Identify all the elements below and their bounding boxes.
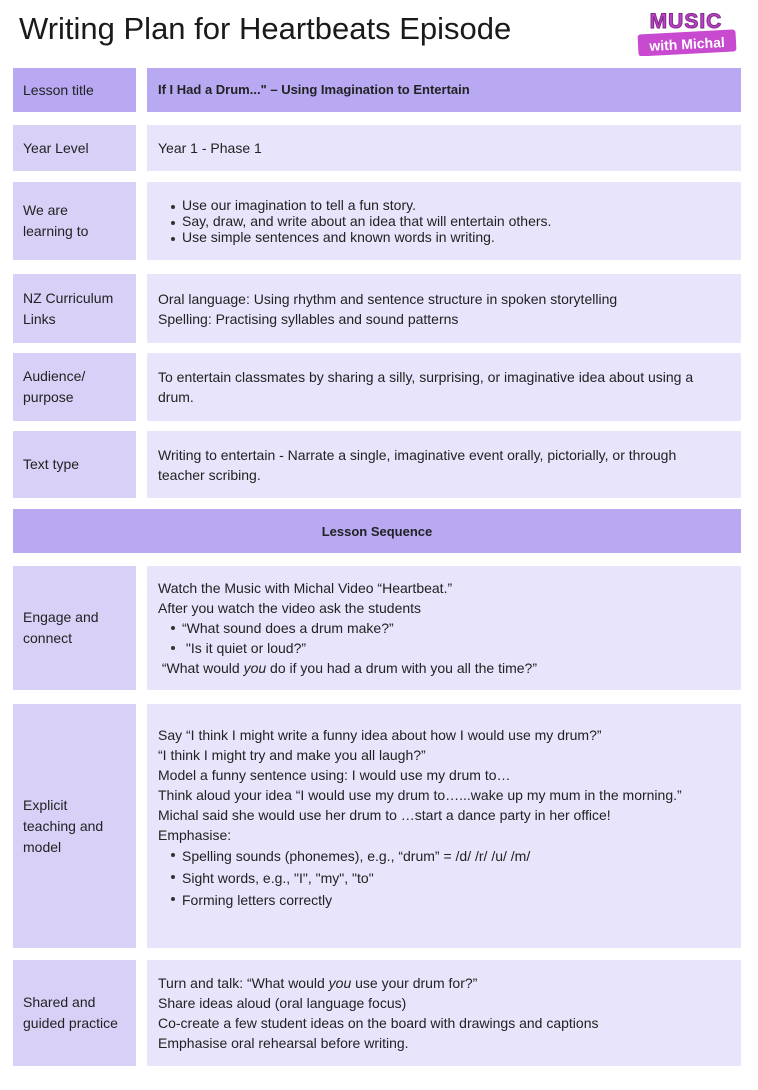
audience-label-line-1: Audience/ bbox=[23, 368, 86, 384]
engage-label-cell bbox=[13, 566, 136, 690]
year-level-row bbox=[13, 125, 741, 171]
curriculum-label-line-1: NZ Curriculum bbox=[23, 289, 114, 306]
engage-questions-list bbox=[158, 618, 725, 658]
explicit-line: Think aloud your idea “I would use my drum to…...wake up my mum in the morning.” bbox=[158, 787, 682, 803]
list-item: Say, draw, and write about an idea that will entertain others. bbox=[158, 213, 725, 229]
shared-line: Share ideas aloud (oral language focus) bbox=[158, 995, 407, 1011]
year-level-value-cell bbox=[147, 125, 741, 171]
lesson-title-label: Lesson title bbox=[13, 68, 136, 112]
list-item: Forming letters correctly bbox=[158, 889, 725, 911]
explicit-line: Emphasise: bbox=[158, 827, 232, 843]
learning-label-line-2: learning to bbox=[23, 223, 89, 239]
list-item: Use simple sentences and known words in writing. bbox=[158, 229, 725, 245]
year-level-value: Year 1 - Phase 1 bbox=[158, 140, 262, 156]
learning-value-cell bbox=[147, 182, 741, 260]
shared-line-emphasis: you bbox=[328, 975, 352, 991]
learning-label-line-1: We are bbox=[23, 202, 68, 218]
engage-label-line-2: connect bbox=[23, 630, 73, 646]
engage-value-cell bbox=[147, 566, 741, 690]
shared-line: Co-create a few student ideas on the board with drawings and captions bbox=[158, 1015, 599, 1031]
logo-with-michal-text: with Michal bbox=[648, 33, 726, 54]
curriculum-line: Oral language: Using rhythm and sentence structure in spoken storytelling bbox=[158, 290, 618, 307]
text-type-label: Text type bbox=[13, 431, 136, 498]
year-level-label: Year Level bbox=[13, 125, 136, 171]
list-item: Sight words, e.g., "I", "my", "to" bbox=[158, 867, 725, 889]
learning-label-cell bbox=[13, 182, 136, 260]
list-item: Spelling sounds (phonemes), e.g., “drum” = /d/ /r/ /u/ /m/ bbox=[158, 845, 725, 867]
lesson-sequence-header: Lesson Sequence bbox=[13, 509, 741, 553]
curriculum-line: Spelling: Practising syllables and sound patterns bbox=[158, 310, 459, 327]
curriculum-label-cell bbox=[13, 274, 136, 343]
engage-final-question-end: do if you had a drum with you all the time?” bbox=[266, 660, 537, 676]
engage-line: Watch the Music with Michal Video “Heartbeat.” bbox=[158, 580, 453, 596]
engage-label-line-1: Engage and bbox=[23, 609, 99, 625]
audience-label-cell bbox=[13, 353, 136, 421]
shared-label-cell bbox=[13, 960, 136, 1066]
explicit-emphasis-list bbox=[158, 845, 725, 911]
engage-final-question-emphasis: you bbox=[243, 660, 267, 676]
explicit-line: “I think I might try and make you all laugh?” bbox=[158, 747, 426, 763]
audience-row bbox=[13, 353, 741, 421]
explicit-line: Say “I think I might write a funny idea about how I would use my drum?” bbox=[158, 727, 602, 743]
shared-line bbox=[158, 973, 725, 993]
curriculum-value-cell bbox=[147, 274, 741, 343]
logo-music-text: MUSIC bbox=[649, 10, 723, 33]
lesson-title-row bbox=[13, 68, 741, 112]
shared-practice-row bbox=[13, 960, 741, 1066]
shared-line: Emphasise oral rehearsal before writing. bbox=[158, 1035, 409, 1051]
shared-label-line-2: guided practice bbox=[23, 1015, 118, 1031]
learning-list bbox=[158, 197, 725, 245]
audience-label-line-2: purpose bbox=[23, 389, 74, 405]
list-item: Use our imagination to tell a fun story. bbox=[158, 197, 725, 213]
explicit-label-cell bbox=[13, 704, 136, 948]
explicit-line: Model a funny sentence using: I would use my drum to… bbox=[158, 767, 511, 783]
shared-value-cell bbox=[147, 960, 741, 1066]
audience-value: To entertain classmates by sharing a silly, surprising, or imaginative idea about using a drum. bbox=[158, 369, 694, 405]
lesson-title-value: If I Had a Drum..." – Using Imagination to Entertain bbox=[158, 82, 470, 97]
text-type-row bbox=[13, 431, 741, 498]
engage-line: After you watch the video ask the students bbox=[158, 600, 422, 616]
shared-line-end: use your drum for?” bbox=[351, 975, 478, 991]
curriculum-label-line-2: Links bbox=[23, 310, 56, 327]
list-item: "Is it quiet or loud?” bbox=[158, 638, 725, 658]
explicit-label-line-2: teaching and bbox=[23, 817, 104, 834]
lesson-title-value-cell bbox=[147, 68, 741, 112]
engage-row bbox=[13, 566, 741, 690]
page-title: Writing Plan for Heartbeats Episode bbox=[19, 11, 512, 46]
explicit-label-line-1: Explicit bbox=[23, 796, 68, 813]
explicit-teaching-row bbox=[13, 704, 741, 948]
engage-final-question bbox=[158, 658, 725, 678]
text-type-value: Writing to entertain - Narrate a single, imaginative event orally, pictorially, or through teacher scribing. bbox=[158, 446, 677, 483]
shared-label-line-1: Shared and bbox=[23, 994, 96, 1010]
music-with-michal-logo bbox=[634, 8, 738, 56]
shared-line-start: Turn and talk: “What would bbox=[158, 975, 329, 991]
curriculum-row bbox=[13, 274, 741, 343]
explicit-label-line-3: model bbox=[23, 838, 62, 855]
explicit-value-cell bbox=[147, 704, 741, 948]
learning-row bbox=[13, 182, 741, 260]
audience-value-cell bbox=[147, 353, 741, 421]
text-type-value-cell bbox=[147, 431, 741, 498]
list-item: “What sound does a drum make?” bbox=[158, 618, 725, 638]
explicit-line: Michal said she would use her drum to …start a dance party in her office! bbox=[158, 807, 611, 823]
engage-final-question-start: “What would bbox=[158, 660, 244, 676]
